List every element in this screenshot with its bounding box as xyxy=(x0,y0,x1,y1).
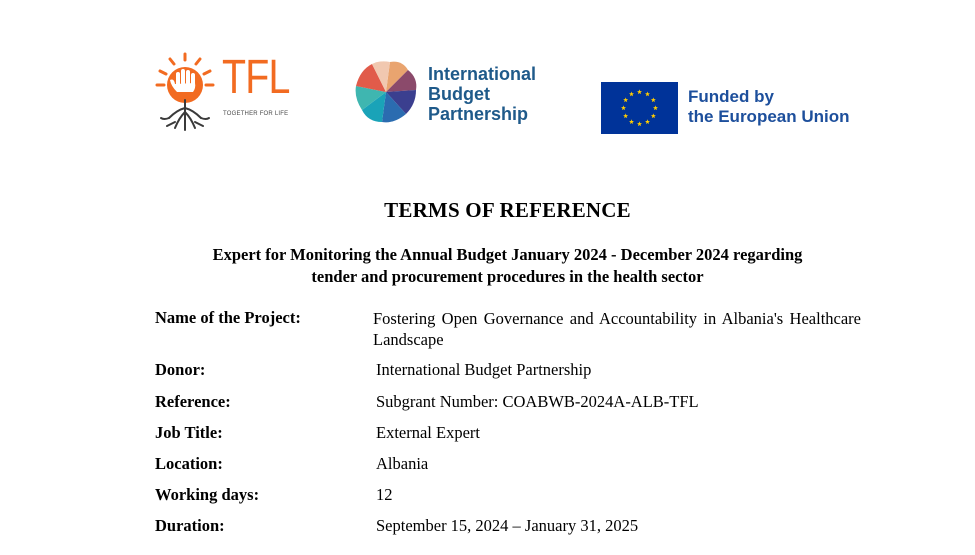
eu-line-1: Funded by xyxy=(688,87,774,106)
subtitle-line-1: Expert for Monitoring the Annual Budget January 2024 - December 2024 regarding xyxy=(212,245,803,264)
pinwheel-icon xyxy=(350,56,422,128)
eu-logo xyxy=(601,82,861,136)
ibp-line-3: Partnership xyxy=(428,104,529,124)
eu-line-2: the European Union xyxy=(688,107,850,126)
ibp-line-1: International xyxy=(428,64,537,84)
detail-value: International Budget Partnership xyxy=(376,360,592,379)
detail-label: Job Title: xyxy=(155,423,223,442)
tfl-logo xyxy=(155,52,295,132)
subtitle-line-2: tender and procurement procedures in the health sector xyxy=(311,267,704,286)
eu-funding-text xyxy=(688,87,850,127)
detail-value: External Expert xyxy=(376,423,480,442)
ibp-line-2: Budget xyxy=(428,84,490,104)
eu-flag-icon xyxy=(601,82,678,134)
ibp-logo xyxy=(350,56,550,130)
tfl-wordmark: TFL xyxy=(222,51,290,104)
detail-label: Duration: xyxy=(155,516,225,535)
detail-value: September 15, 2024 – January 31, 2025 xyxy=(376,516,639,535)
ibp-wordmark xyxy=(428,64,536,124)
tfl-tagline: TOGETHER FOR LIFE xyxy=(223,111,289,117)
document-subtitle xyxy=(0,244,975,288)
detail-label: Name of the Project: xyxy=(155,308,301,327)
detail-value: Fostering Open Governance and Accountability in Albania's Healthcare Landscape xyxy=(373,309,861,349)
document-title: TERMS OF REFERENCE xyxy=(384,198,631,222)
detail-label: Donor: xyxy=(155,360,206,379)
hand-tree-icon xyxy=(155,52,221,132)
detail-label: Location: xyxy=(155,454,223,473)
detail-value: Subgrant Number: COABWB-2024A-ALB-TFL xyxy=(376,392,699,411)
detail-value: 12 xyxy=(376,485,393,504)
detail-label: Working days: xyxy=(155,485,260,504)
detail-value: Albania xyxy=(376,454,429,473)
detail-label: Reference: xyxy=(155,392,231,411)
